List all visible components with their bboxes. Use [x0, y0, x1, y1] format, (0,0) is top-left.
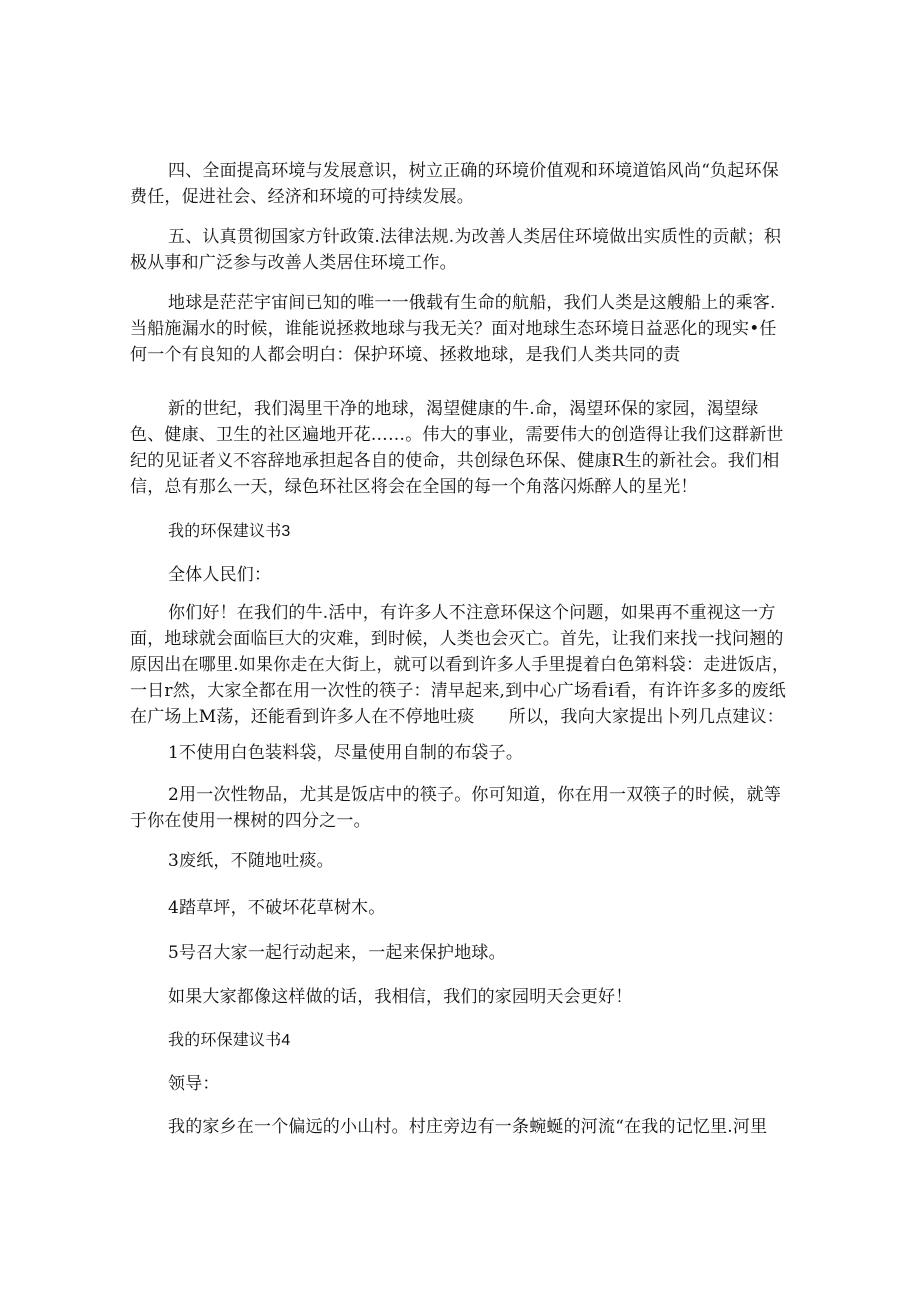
salutation-all-people: 全体人民们： [168, 565, 272, 585]
salutation-leaders: 领导： [168, 1074, 220, 1094]
paragraph-hometown: 我的家乡在一个偏远的小山村。村庄旁边有一条蜿蜒的河流“在我的记忆里.河里 [168, 1117, 768, 1137]
section-heading-4: 我的环保建议书4 [168, 1032, 291, 1049]
paragraph-principle-four: 四、全面提高环境与发展意识，树立正确的环境价值观和环境道馅风尚“负起环保费任，促进社会、经济和环境的可持续发展。 [130, 161, 779, 207]
section-heading-3: 我的环保建议书3 [168, 523, 291, 540]
paragraph-principle-five: 五、认真贯彻国家方针政策.法律法规.为改善人类居住环境做出实质性的贡献；积极从事和广泛参与改善人类居住环境工作。 [130, 227, 782, 273]
suggestion-item-2: 2用一次性物品，尤其是饭店中的筷子。你可知道，你在用一双筷子的时候，就等于你在使用一棵树的四分之一。 [130, 785, 782, 831]
suggestion-item-5: 5号召大家一起行动起来，一起来保护地球。 [168, 943, 506, 963]
paragraph-earth-ship: 地球是茫茫宇宙间已知的唯一一俄载有生命的航船，我们人类是这艘船上的乘客.当船施漏水的时候，谁能说拯救地球与我无关？面对地球生态环境日益恶化的现实•任何一个有良知的人都会明白：保护环境、拯救地球，是我们人类共同的责 [130, 293, 777, 365]
suggestion-item-4: 4踏草坪，不破坏花草树木。 [168, 898, 386, 918]
suggestion-item-3: 3废纸，不随地吐痰。 [168, 851, 334, 871]
paragraph-new-century: 新的世纪，我们渴里干净的地球，渴望健康的牛.命，渴望环保的家园，渴望绿色、健康、卫生的社区遍地开花……。伟大的事业，需要伟大的创造得让我们这群新世纪的见证者义不容辞地承担起各自的使命，共创绿色环保、健康R生的新社会。我们相信，总有那么一天，绿色环社区将会在全国的每一个角落闪烁醉人的星光！ [130, 399, 784, 497]
paragraph-problem-intro: 你们好！在我们的牛.活中，有许多人不注意环保这个问题，如果再不重视这一方面，地球就会面临巨大的灾难，到时候，人类也会灭亡。首先，让我们来找一找问翘的原因出在哪里.如果你走在大街上，就可以看到许多人手里提着白色第料袋：走进饭店，一日r然，大家全都在用一次性的筷子：清早起来,到中心广场看i看，有许许多多的废纸在广场上M荡，还能看到许多人在不停地吐痰 所以，我向大家提出卜列几点建议： [130, 603, 790, 727]
paragraph-conclusion: 如果大家都像这样做的话，我相信，我们的家园明天会更好！ [168, 987, 633, 1007]
suggestion-item-1: 1不使用白色装料袋，尽量使用自制的布袋子。 [168, 743, 524, 763]
